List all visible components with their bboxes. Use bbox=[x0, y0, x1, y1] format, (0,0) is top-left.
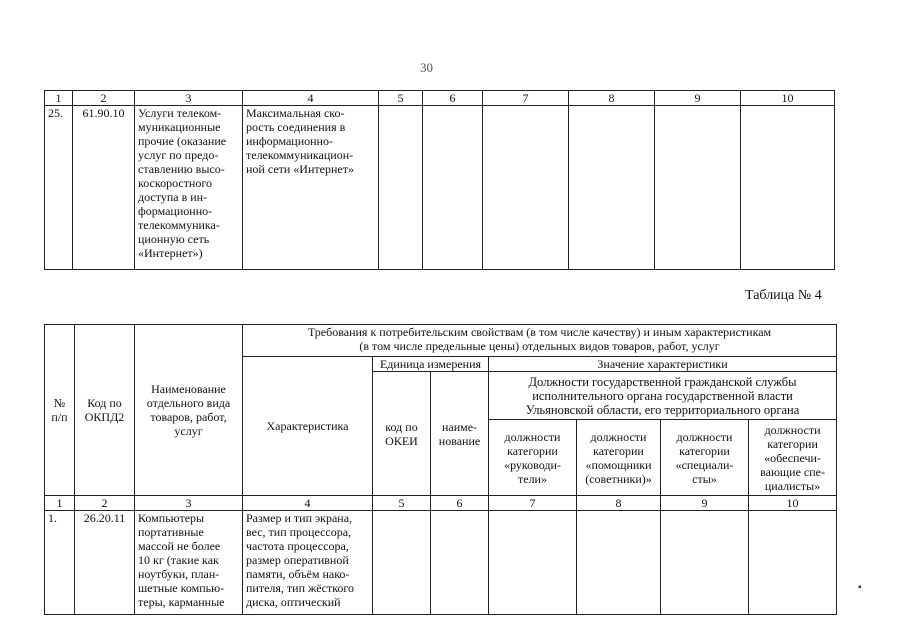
empty-cell bbox=[655, 106, 741, 270]
header-characteristic: Характеристика bbox=[243, 357, 373, 496]
col-num: 1 bbox=[45, 496, 75, 511]
characteristic bbox=[243, 106, 379, 270]
continued-table bbox=[44, 90, 835, 270]
header-row bbox=[45, 325, 837, 357]
scan-mark: ▪ bbox=[858, 582, 862, 593]
col-num: 5 bbox=[379, 91, 423, 106]
col-num: 7 bbox=[483, 91, 569, 106]
text-line: размер оперативной bbox=[246, 553, 349, 567]
header-category-managers: должности категории «руководи- тели» bbox=[489, 420, 577, 496]
empty-cell bbox=[741, 106, 835, 270]
row-number: 1. bbox=[45, 511, 75, 615]
text-line: ставлению высо- bbox=[138, 162, 225, 176]
text-line: теры, карманные bbox=[138, 595, 225, 609]
text-line: услуг по предо- bbox=[138, 148, 219, 162]
empty-cell bbox=[661, 511, 749, 615]
empty-cell bbox=[569, 106, 655, 270]
col-num: 9 bbox=[661, 496, 749, 511]
text-line: памяти, объём нако- bbox=[246, 567, 350, 581]
col-num: 7 bbox=[489, 496, 577, 511]
header-okpd2-code: Код по ОКПД2 bbox=[75, 325, 135, 496]
page-number: 30 bbox=[420, 60, 433, 75]
text-line: прочие (оказание bbox=[138, 134, 227, 148]
item-name bbox=[135, 511, 243, 615]
text-line: телекоммуникацион- bbox=[246, 148, 354, 162]
header-positions: Должности государственной гражданской службы исполнительного органа государственной власти Ульяновской области, его территориального органа bbox=[489, 372, 837, 420]
empty-cell bbox=[749, 511, 837, 615]
text-line: пителя, тип жёсткого bbox=[246, 581, 355, 595]
col-num: 9 bbox=[655, 91, 741, 106]
text-line: шетные компью- bbox=[138, 581, 225, 595]
text-line: «Интернет») bbox=[138, 246, 203, 260]
header-row-number: № п/п bbox=[45, 325, 75, 496]
header-requirements: Требования к потребительским свойствам (в том числе качеству) и иным характеристикам (в том числе предельные цены) отдельных видов товаров, работ, услуг bbox=[243, 325, 837, 357]
text-line: информационно- bbox=[246, 134, 333, 148]
header-unit-name: наиме- нование bbox=[431, 372, 489, 496]
text-line: частота процессора, bbox=[246, 539, 349, 553]
table-caption: Таблица № 4 bbox=[745, 288, 822, 303]
col-num: 3 bbox=[135, 91, 243, 106]
col-num: 2 bbox=[75, 496, 135, 511]
table-row bbox=[45, 511, 837, 615]
col-num: 8 bbox=[577, 496, 661, 511]
column-number-row bbox=[45, 496, 837, 511]
text-line: ной сети «Интернет» bbox=[246, 162, 354, 176]
header-value: Значение характеристики bbox=[489, 357, 837, 372]
empty-cell bbox=[489, 511, 577, 615]
requirements-table bbox=[44, 324, 837, 615]
col-num: 4 bbox=[243, 496, 373, 511]
text-line: ционную сеть bbox=[138, 232, 210, 246]
text-line: Компьютеры bbox=[138, 511, 205, 525]
col-num: 4 bbox=[243, 91, 379, 106]
header-category-specialists: должности категории «специали- сты» bbox=[661, 420, 749, 496]
header-item-name: Наименование отдельного вида товаров, работ, услуг bbox=[135, 325, 243, 496]
text-line: муникационные bbox=[138, 120, 221, 134]
text-line: Услуги телеком- bbox=[138, 106, 222, 120]
text-line: Максимальная ско- bbox=[246, 106, 345, 120]
empty-cell bbox=[577, 511, 661, 615]
text-line: телекоммуника- bbox=[138, 218, 220, 232]
text-line: доступа в ин- bbox=[138, 190, 208, 204]
col-num: 2 bbox=[73, 91, 135, 106]
text-line: 10 кг (такие как bbox=[138, 553, 219, 567]
text-line: портативные bbox=[138, 525, 204, 539]
empty-cell bbox=[379, 106, 423, 270]
col-num: 1 bbox=[45, 91, 73, 106]
column-number-row bbox=[45, 91, 835, 106]
text-line: вес, тип процессора, bbox=[246, 525, 352, 539]
table-row bbox=[45, 106, 835, 270]
col-num: 8 bbox=[569, 91, 655, 106]
header-category-assistants: должности категории «помощники (советники)» bbox=[577, 420, 661, 496]
col-num: 3 bbox=[135, 496, 243, 511]
text-line: коскоростного bbox=[138, 176, 212, 190]
empty-cell bbox=[431, 511, 489, 615]
text-line: ноутбуки, план- bbox=[138, 567, 220, 581]
header-category-support-specialists: должности категории «обеспечи- вающие спе- циалисты» bbox=[749, 420, 837, 496]
text-line: рость соединения в bbox=[246, 120, 346, 134]
header-okei-code: код по ОКЕИ bbox=[373, 372, 431, 496]
text-line: диска, оптический bbox=[246, 595, 341, 609]
text-line: Размер и тип экрана, bbox=[246, 511, 353, 525]
empty-cell bbox=[373, 511, 431, 615]
col-num: 10 bbox=[741, 91, 835, 106]
okpd2-code: 61.90.10 bbox=[73, 106, 135, 270]
row-number: 25. bbox=[45, 106, 73, 270]
empty-cell bbox=[483, 106, 569, 270]
col-num: 6 bbox=[431, 496, 489, 511]
col-num: 10 bbox=[749, 496, 837, 511]
col-num: 6 bbox=[423, 91, 483, 106]
item-name bbox=[135, 106, 243, 270]
header-unit: Единица измерения bbox=[373, 357, 489, 372]
col-num: 5 bbox=[373, 496, 431, 511]
characteristic bbox=[243, 511, 373, 615]
text-line: формационно- bbox=[138, 204, 213, 218]
okpd2-code: 26.20.11 bbox=[75, 511, 135, 615]
empty-cell bbox=[423, 106, 483, 270]
text-line: массой не более bbox=[138, 539, 221, 553]
